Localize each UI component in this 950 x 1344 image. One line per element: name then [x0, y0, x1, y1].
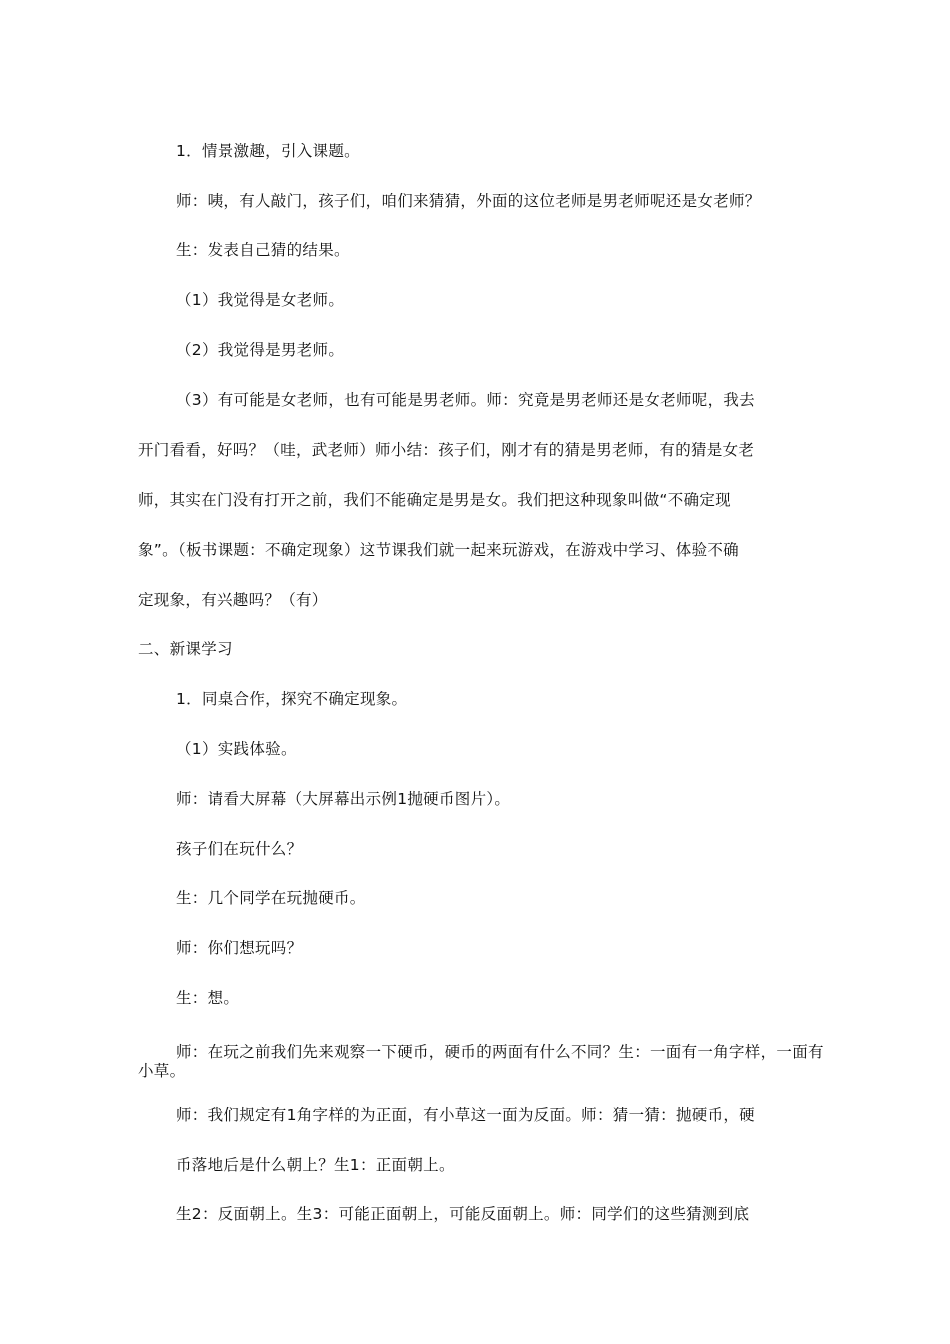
paragraph-wrapped: 师：在玩之前我们先来观察一下硬币，硬币的两面有什么不同？生：一面有一角字样，一面有小草。 [138, 1043, 824, 1080]
paragraph-line: 师：我们规定有1角字样的为正面，有小草这一面为反面。师：猜一猜：抛硬币，硬 [176, 1106, 755, 1124]
paragraph-line: 师：咦，有人敲门，孩子们，咱们来猜猜，外面的这位老师是男老师呢还是女老师？ [176, 192, 761, 210]
paragraph-line: 师，其实在门没有打开之前，我们不能确定是男是女。我们把这种现象叫做“不确定现 [138, 491, 731, 509]
section-heading-1: 1．情景激趣，引入课题。 [176, 142, 360, 160]
list-item: （1）实践体验。 [176, 740, 297, 758]
paragraph-line: 生：发表自己猜的结果。 [176, 241, 350, 259]
list-item: （1）我觉得是女老师。 [176, 291, 345, 309]
paragraph-line: 币落地后是什么朝上？生1：正面朝上。 [176, 1156, 455, 1174]
paragraph-line: 生：想。 [176, 989, 240, 1007]
paragraph-line: 生2：反面朝上。生3：可能正面朝上，可能反面朝上。师：同学们的这些猜测到底 [176, 1205, 750, 1223]
paragraph-line: 生：几个同学在玩抛硬币。 [176, 889, 366, 907]
list-item: （2）我觉得是男老师。 [176, 341, 345, 359]
paragraph-line: 孩子们在玩什么？ [176, 840, 303, 858]
list-item: （3）有可能是女老师，也有可能是男老师。师：究竟是男老师还是女老师呢，我去 [176, 391, 755, 409]
paragraph-line: 象”。（板书课题：不确定现象）这节课我们就一起来玩游戏，在游戏中学习、体验不确 [138, 541, 739, 559]
subsection-heading: 1．同桌合作，探究不确定现象。 [176, 690, 408, 708]
paragraph-line: 开门看看，好吗？（哇，武老师）师小结：孩子们，刚才有的猜是男老师，有的猜是女老 [138, 441, 755, 459]
section-heading-2: 二、新课学习 [138, 640, 233, 658]
paragraph-line: 师：请看大屏幕（大屏幕出示例1抛硬币图片）。 [176, 790, 511, 808]
paragraph-line: 定现象，有兴趣吗？（有） [138, 591, 328, 609]
paragraph-line: 师：你们想玩吗？ [176, 939, 303, 957]
